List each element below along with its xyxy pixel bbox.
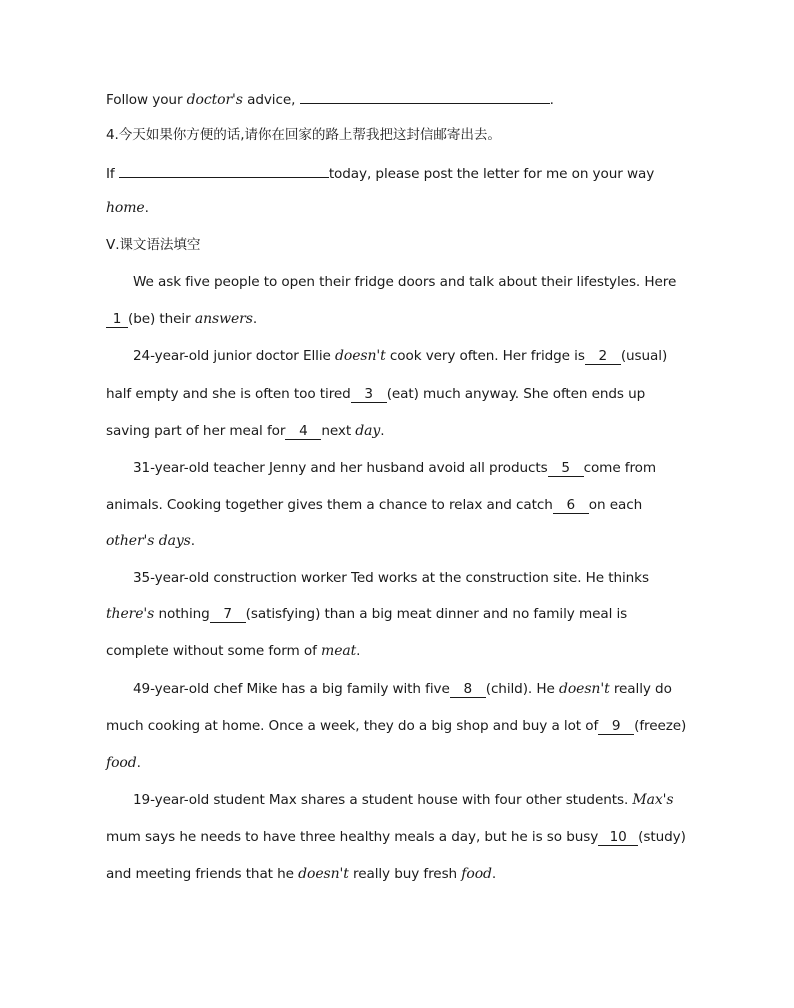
blank-6[interactable]: 6 (553, 498, 589, 514)
p3-text-b: come from (583, 460, 657, 476)
p2-text-g: next (321, 423, 356, 439)
q4-text-post: today, please post the letter for me on your way (328, 166, 655, 182)
q3-end: . (549, 92, 554, 108)
p2-handwritten-a: doesn't (335, 348, 386, 364)
p6-text-a: 19-year-old student Max shares a student house with four other students. (133, 792, 633, 808)
p3-end: . (190, 533, 195, 549)
p5-line-2 (106, 716, 686, 736)
p3-text-c: animals. Cooking together gives them a chance to relax and catch (106, 497, 553, 513)
p2-end: . (380, 423, 385, 439)
p2-line-1 (133, 346, 667, 366)
q3-text-post: advice, (242, 92, 300, 108)
p2-line-2 (106, 384, 645, 404)
q3-answer-blank[interactable] (300, 88, 550, 104)
blank-3[interactable]: 3 (351, 387, 387, 403)
p6-end: . (491, 866, 497, 882)
q4-end: . (144, 200, 149, 216)
p3-line-3 (106, 531, 195, 551)
p6-text-d: and meeting friends that he (106, 866, 299, 882)
p2-text-c: (usual) (620, 348, 668, 364)
p6-text-e: really buy fresh (348, 866, 462, 882)
p4-handwritten-b: meat (321, 643, 357, 659)
p4-line-2 (106, 604, 627, 624)
p6-text-c: (study) (638, 829, 686, 845)
q4-chinese-prompt: 4.今天如果你方便的话,请你在回家的路上帮我把这封信邮寄出去。 (106, 127, 501, 143)
p2-text-f: saving part of her meal for (106, 423, 286, 439)
p5-text-c: really do (609, 681, 672, 697)
q4-line (106, 162, 654, 184)
p6-line-2 (106, 827, 686, 847)
p6-text-b: mum says he needs to have three healthy meals a day, but he is so busy (106, 829, 599, 845)
q4-answer-blank[interactable] (119, 162, 329, 178)
p5-handwritten-a: doesn't (558, 681, 610, 697)
p4-text-a: nothing (154, 606, 210, 622)
p2-line-3 (106, 421, 384, 441)
p2-text-d: half empty and she is often too tired (106, 386, 351, 402)
q3-text-pre: Follow your (106, 92, 187, 108)
q4-line-2 (106, 198, 149, 218)
blank-1[interactable]: 1 (106, 312, 128, 328)
p5-handwritten-b: food (106, 755, 137, 771)
p4-end: . (356, 643, 361, 659)
p4-line-3 (106, 641, 360, 661)
p2-text-a: 24-year-old junior doctor Ellie (133, 348, 336, 364)
blank-5[interactable]: 5 (548, 461, 584, 477)
p3-line-1 (133, 458, 656, 478)
p2-text-b: cook very often. Her fridge is (385, 348, 585, 364)
p5-line-1 (133, 679, 672, 699)
p1-line-2 (106, 309, 257, 329)
p5-text-e: (freeze) (634, 718, 687, 734)
p5-line-3 (106, 753, 141, 773)
section-title: Ⅴ.课文语法填空 (106, 237, 201, 253)
p4-handwritten-a: there's (106, 606, 155, 622)
p1-end: . (252, 311, 258, 327)
blank-8[interactable]: 8 (450, 682, 486, 698)
q4-handwritten: home (106, 200, 145, 216)
p6-line-1 (133, 790, 674, 810)
p3-handwritten: other's days (106, 533, 191, 549)
blank-2[interactable]: 2 (585, 349, 621, 365)
p5-text-a: 49-year-old chef Mike has a big family with five (133, 681, 450, 697)
blank-9[interactable]: 9 (598, 719, 634, 735)
p6-handwritten-a: Max's (632, 792, 674, 808)
blank-7[interactable]: 7 (210, 607, 246, 623)
blank-10[interactable]: 10 (598, 830, 638, 846)
p3-text-d: on each (588, 497, 643, 513)
p5-text-d: much cooking at home. Once a week, they do a big shop and buy a lot of (106, 718, 599, 734)
p3-line-2 (106, 495, 642, 515)
q3-handwritten: doctor's (186, 92, 243, 108)
p6-handwritten-c: food (461, 866, 492, 882)
p6-line-3 (106, 864, 496, 884)
p5-end: . (136, 755, 141, 771)
q3-line (106, 88, 554, 110)
p4-text-b: (satisfying) than a big meat dinner and no family meal is (245, 606, 628, 622)
blank-4[interactable]: 4 (285, 424, 321, 440)
p2-text-e: (eat) much anyway. She often ends up (386, 386, 646, 402)
p2-handwritten-b: day (355, 423, 381, 439)
p1-line-1: We ask five people to open their fridge doors and talk about their lifestyles. Here (133, 274, 677, 290)
p4-text-c: complete without some form of (106, 643, 322, 659)
p1-text: (be) their (128, 311, 195, 327)
p5-text-b: (child). He (485, 681, 559, 697)
p3-text-a: 31-year-old teacher Jenny and her husband avoid all products (133, 460, 548, 476)
p6-handwritten-b: doesn't (298, 866, 349, 882)
q4-text-pre: If (106, 166, 119, 182)
p4-line-1: 35-year-old construction worker Ted works at the construction site. He thinks (133, 570, 649, 586)
p1-handwritten: answers (194, 311, 253, 327)
